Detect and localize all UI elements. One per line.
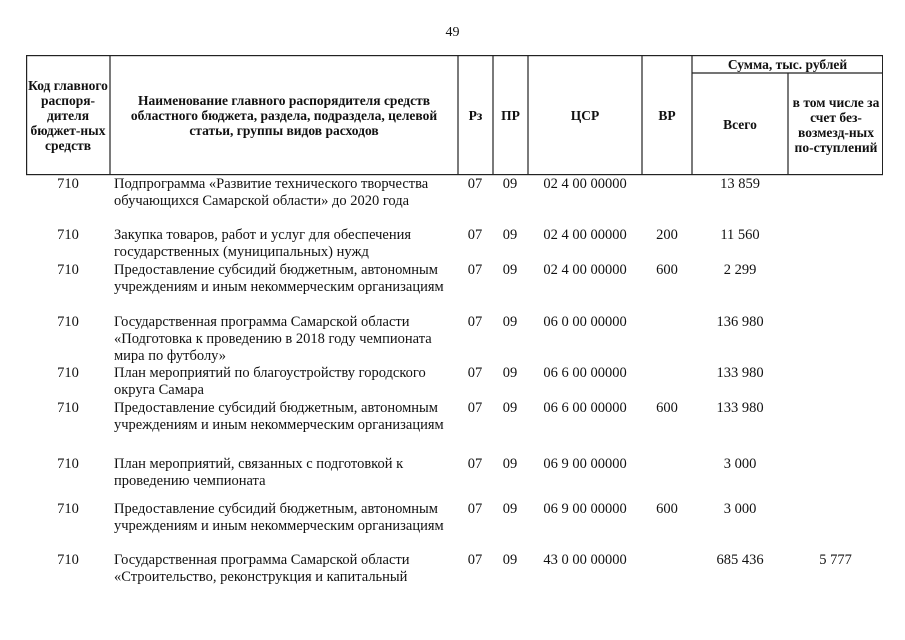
row-csr: 02 4 00 00000 <box>543 262 627 278</box>
row-total: 13 859 <box>720 176 760 192</box>
header-sum: Сумма, тыс. рублей <box>727 56 848 72</box>
row-name: Закупка товаров, работ и услуг для обеспечения государственных (муниципальных) нужд <box>114 227 412 260</box>
row-csr: 06 6 00 00000 <box>543 365 627 381</box>
row-code: 710 <box>57 456 79 472</box>
row-rz: 07 <box>467 456 483 472</box>
row-rz: 07 <box>467 552 483 568</box>
row-csr: 06 9 00 00000 <box>543 456 627 472</box>
row-rz: 07 <box>467 501 483 517</box>
row-csr: 43 0 00 00000 <box>543 552 627 568</box>
table-row <box>26 552 883 592</box>
header-pr: ПР <box>501 107 520 123</box>
row-name: Подпрограмма «Развитие технического творчества обучающихся Самарской области» до 2020 года <box>114 176 429 209</box>
row-name: План мероприятий по благоустройству городского округа Самара <box>114 365 426 398</box>
row-csr: 02 4 00 00000 <box>543 227 627 243</box>
row-total: 133 980 <box>716 400 764 416</box>
row-total: 136 980 <box>716 314 764 330</box>
row-name: Государственная программа Самарской области «Подготовка к проведению в 2018 году чемпионата мира по футболу» <box>114 314 432 364</box>
row-code: 710 <box>57 314 79 330</box>
table-body <box>26 176 883 592</box>
table-row <box>26 456 883 501</box>
table-row <box>26 176 883 227</box>
row-pr: 09 <box>502 501 518 517</box>
table-row <box>26 501 883 552</box>
row-total: 3 000 <box>723 456 757 472</box>
row-total: 2 299 <box>723 262 757 278</box>
row-rz: 07 <box>467 176 483 192</box>
row-pr: 09 <box>502 552 518 568</box>
table-row <box>26 227 883 262</box>
row-code: 710 <box>57 262 79 278</box>
row-vr: 600 <box>656 400 678 416</box>
table-row <box>26 314 883 365</box>
row-pr: 09 <box>502 314 518 330</box>
row-name: Предоставление субсидий бюджетным, автономным учреждениям и иным некоммерческим организациям <box>114 501 444 534</box>
header-csr: ЦСР <box>570 107 600 123</box>
row-name: Государственная программа Самарской области «Строительство, реконструкция и капитальный <box>114 552 410 585</box>
row-name: Предоставление субсидий бюджетным, автономным учреждениям и иным некоммерческим организациям <box>114 262 444 295</box>
row-code: 710 <box>57 176 79 192</box>
row-pr: 09 <box>502 227 518 243</box>
row-csr: 06 6 00 00000 <box>543 400 627 416</box>
row-rz: 07 <box>467 262 483 278</box>
row-vr: 600 <box>656 501 678 517</box>
row-total: 685 436 <box>716 552 764 568</box>
row-rz: 07 <box>467 314 483 330</box>
table-row <box>26 400 883 456</box>
row-code: 710 <box>57 552 79 568</box>
row-vr: 200 <box>656 227 678 243</box>
header-free: в том числе за счет без-возмезд-ных по-ступлений <box>792 95 880 155</box>
row-name: Предоставление субсидий бюджетным, автономным учреждениям и иным некоммерческим организациям <box>114 400 444 433</box>
row-pr: 09 <box>502 262 518 278</box>
row-total: 3 000 <box>723 501 757 517</box>
header-total: Всего <box>723 116 757 132</box>
header-rz: Рз <box>468 107 483 123</box>
header-vr: ВР <box>658 107 676 123</box>
row-rz: 07 <box>467 400 483 416</box>
row-csr: 06 0 00 00000 <box>543 314 627 330</box>
header-name: Наименование главного распорядителя средств областного бюджета, раздела, подраздела, целевой статьи, группы видов расходов <box>130 92 438 138</box>
row-rz: 07 <box>467 227 483 243</box>
page-number: 49 <box>445 25 460 40</box>
header-code: Код главного распоря-дителя бюджет-ных средств <box>28 77 108 153</box>
row-rz: 07 <box>467 365 483 381</box>
row-pr: 09 <box>502 400 518 416</box>
row-pr: 09 <box>502 365 518 381</box>
row-csr: 02 4 00 00000 <box>543 176 627 192</box>
row-vr: 600 <box>656 262 678 278</box>
row-code: 710 <box>57 400 79 416</box>
row-code: 710 <box>57 365 79 381</box>
table-row <box>26 365 883 400</box>
table-header <box>26 55 883 175</box>
row-pr: 09 <box>502 456 518 472</box>
table-row <box>26 262 883 314</box>
row-total: 11 560 <box>720 227 760 243</box>
row-name: План мероприятий, связанных с подготовкой к проведению чемпионата <box>114 456 404 489</box>
row-pr: 09 <box>502 176 518 192</box>
row-code: 710 <box>57 227 79 243</box>
row-total: 133 980 <box>716 365 764 381</box>
row-csr: 06 9 00 00000 <box>543 501 627 517</box>
row-free: 5 777 <box>819 552 852 568</box>
row-code: 710 <box>57 501 79 517</box>
